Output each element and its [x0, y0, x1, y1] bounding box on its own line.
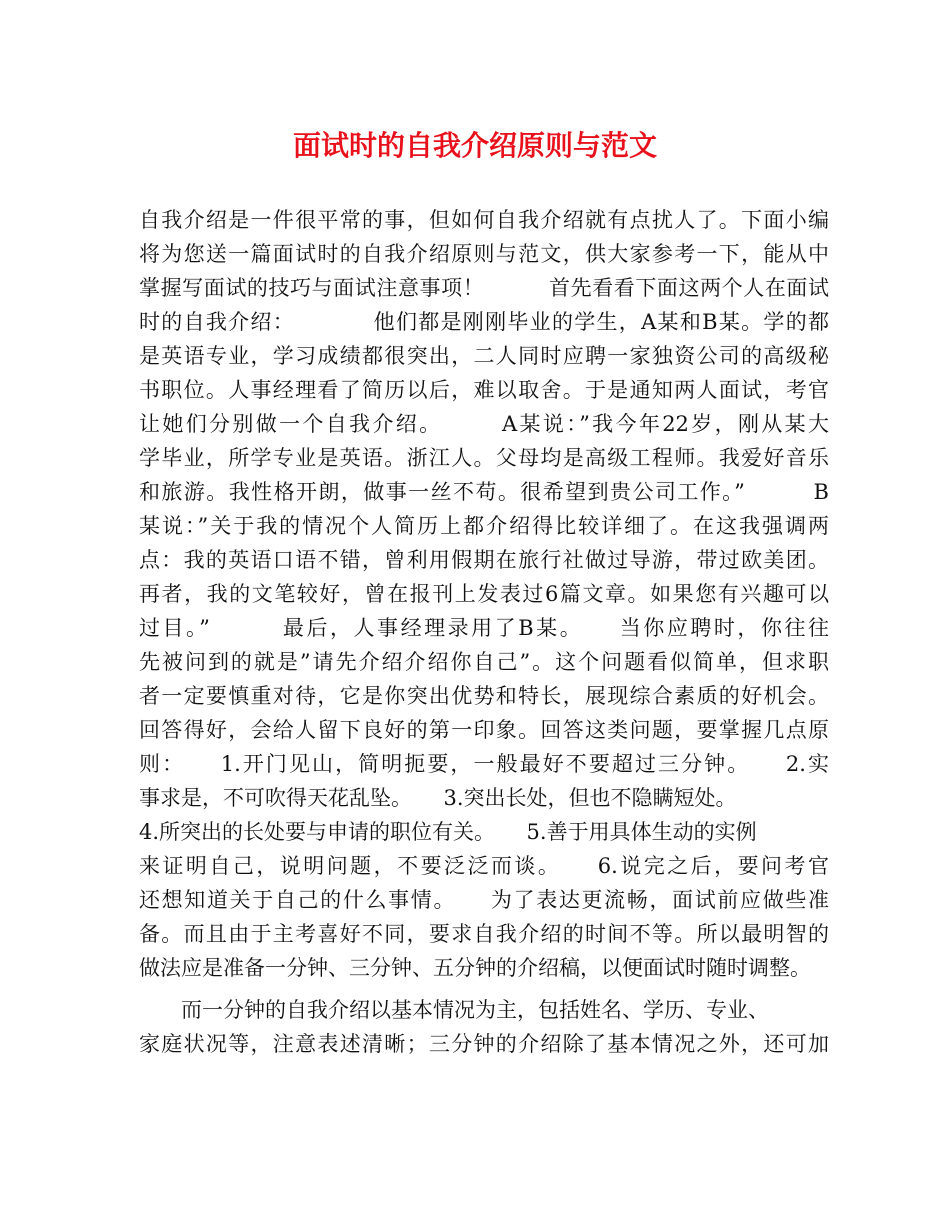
text-line: 先被问到的就是”请先介绍介绍你自己”。这个问题看似简单，但求职 [139, 650, 829, 674]
text-line: 事求是，不可吹得天花乱坠。 3.突出长处，但也不隐瞒短处。 [139, 786, 769, 810]
text-line: 掌握写面试的技巧与面试注意事项！ 首先看看下面这两个人在面试 [139, 276, 829, 300]
document-title: 面试时的自我介绍原则与范文 [292, 129, 657, 162]
text-line: 某说：”关于我的情况个人简历上都介绍得比较详细了。在这我强调两 [139, 514, 829, 538]
paragraph-2 [139, 993, 829, 1061]
text-line: 者一定要慎重对待，它是你突出优势和特长，展现综合素质的好机会。 [139, 684, 829, 708]
paragraph-1 [139, 203, 829, 985]
text-line: 书职位。人事经理看了简历以后，难以取舍。于是通知两人面试，考官 [139, 378, 829, 402]
text-line: 而一分钟的自我介绍以基本情况为主，包括姓名、学历、专业、 [139, 998, 769, 1022]
text-line: 过目。” 最后，人事经理录用了B某。 当你应聘时，你往往 [139, 616, 829, 640]
document-body [139, 203, 829, 1061]
text-line: 做法应是准备一分钟、三分钟、五分钟的介绍稿，以便面试时随时调整。 [139, 956, 811, 980]
text-line: 家庭状况等，注意表述清晰；三分钟的介绍除了基本情况之外，还可加 [139, 1032, 829, 1056]
text-line: 备。而且由于主考喜好不同，要求自我介绍的时间不等。所以最明智的 [139, 922, 829, 946]
text-line: 再者，我的文笔较好，曾在报刊上发表过6篇文章。如果您有兴趣可以 [139, 582, 829, 606]
text-line: 学毕业，所学专业是英语。浙江人。父母均是高级工程师。我爱好音乐 [139, 446, 829, 470]
text-line: 让她们分别做一个自我介绍。 A某说：”我今年22岁，刚从某大 [139, 412, 829, 436]
text-line: 来证明自己，说明问题，不要泛泛而谈。 6.说完之后，要问考官 [139, 854, 829, 878]
text-line: 将为您送一篇面试时的自我介绍原则与范文，供大家参考一下，能从中 [139, 242, 829, 266]
text-line: 点：我的英语口语不错，曾利用假期在旅行社做过导游，带过欧美团。 [139, 548, 829, 572]
text-line: 回答得好，会给人留下良好的第一印象。回答这类问题，要掌握几点原 [139, 718, 829, 742]
text-line: 还想知道关于自己的什么事情。 为了表达更流畅，面试前应做些准 [139, 888, 829, 912]
text-line: 和旅游。我性格开朗，做事一丝不苟。很希望到贵公司工作。” B [139, 480, 829, 504]
text-line: 时的自我介绍： 他们都是刚刚毕业的学生，A某和B某。学的都 [139, 310, 829, 334]
text-line: 4.所突出的长处要与申请的职位有关。 5.善于用具体生动的实例 [139, 820, 757, 844]
text-line: 则： 1.开门见山，简明扼要，一般最好不要超过三分钟。 2.实 [139, 752, 829, 776]
text-line: 是英语专业，学习成绩都很突出，二人同时应聘一家独资公司的高级秘 [139, 344, 829, 368]
text-line: 自我介绍是一件很平常的事，但如何自我介绍就有点扰人了。下面小编 [139, 208, 829, 232]
